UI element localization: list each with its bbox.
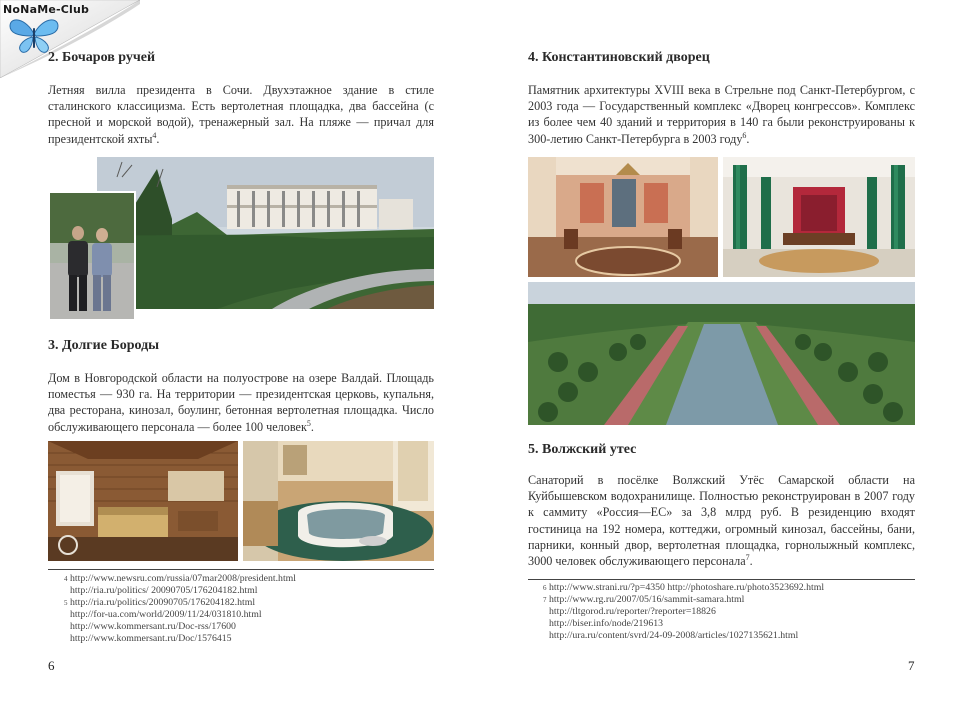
photo-palace-hall	[528, 157, 718, 277]
photo-dolgie-pool	[243, 441, 434, 561]
footnote-link[interactable]: http://tltgorod.ru/reporter/?reporter=18826	[549, 606, 716, 617]
footnote-item	[543, 630, 824, 642]
footnote-item	[64, 609, 296, 621]
photo-bocharov-villa	[97, 157, 434, 309]
page-number-left: 6	[48, 658, 55, 673]
section-tail: .	[749, 554, 753, 569]
footnote-number: 6	[543, 584, 547, 592]
section-body: Дом в Новгородской области на полуострове на озере Валдай. Площадь поместья — 930 га. На территории — президентская церковь, купальня, два ресторана, кинозал, боулинг, бетонная вертолетная площадка. Число обслуживающего персонала — более 100 человек	[48, 371, 434, 434]
section-text-dolgie-borody	[48, 370, 434, 435]
section-text-bocharov	[48, 82, 434, 147]
section-text-volzhsky-utes	[528, 472, 915, 569]
footnote-link[interactable]: http://ria.ru/politics/20090705/176204182.html	[70, 597, 256, 608]
photo-bocharov-men	[48, 191, 136, 321]
footnote-ref[interactable]: 4	[152, 130, 157, 140]
footnote-item	[543, 582, 824, 594]
footnote-link[interactable]: http://www.kommersant.ru/Doc-rss/17600	[70, 621, 236, 632]
section-body: Памятник архитектуры XVIII века в Стрельне под Санкт-Петербургом, с 2003 года — Государственный комплекс «Дворец конгрессов». Комплекс из более чем 40 зданий и территория в 140 га были реконструированы к 300-летию Санкт-Петербурга в 2003 году	[528, 83, 915, 146]
section-title-dolgie-borody: 3. Долгие Бороды	[48, 338, 160, 353]
footnote-link[interactable]: http://www.newsru.com/russia/07mar2008/president.html	[70, 573, 297, 584]
footnote-ref[interactable]: 7	[745, 552, 750, 562]
photo-palace-park	[528, 282, 915, 425]
photo-dolgie-bedroom	[48, 441, 238, 561]
footnote-divider	[528, 579, 915, 580]
footnote-link[interactable]: http://ura.ru/content/svrd/24-09-2008/articles/1027135621.html	[549, 630, 799, 641]
footnote-link[interactable]: http://biser.info/node/219613	[549, 618, 664, 629]
logo-text: NoNaMe-Club	[3, 3, 90, 16]
section-tail: .	[746, 131, 750, 146]
footnote-item	[64, 633, 296, 645]
footnote-list	[64, 573, 296, 645]
section-tail: .	[310, 419, 314, 434]
section-title-volzhsky-utes: 5. Волжский утес	[528, 442, 637, 457]
section-body: Летняя вилла президента в Сочи. Двухэтажное здание в стиле сталинского классицизма. Есть вертолетная площадка, два бассейна (с пресной и морской водой), тренажерный зал. На пляже — причал для президентской яхты	[48, 83, 434, 146]
section-body: Санаторий в посёлке Волжский Утёс Самарской области на Куйбышевском водохранилище. Полностью реконструирован в 2007 году к саммиту «Россия—ЕС» за 3,8 млрд руб. В резиденцию входят гостиница на 192 номера, коттеджи, огромный кинозал, бассейны, бани, парники, конный двор, вертолетная площадка, горнолыжный комплекс, 3000 человек обслуживающего персонала	[528, 473, 915, 569]
page-number-right: 7	[908, 658, 915, 673]
footnote-link[interactable]: http://www.strani.ru/?p=4350 http://photoshare.ru/photo3523692.html	[549, 582, 825, 593]
section-text-konstantinovsky	[528, 82, 915, 147]
footnote-item	[543, 618, 824, 630]
photo-palace-malachite	[723, 157, 915, 277]
footnote-ref[interactable]: 6	[742, 130, 747, 140]
footnote-link[interactable]: http://www.kommersant.ru/Doc/1576415	[70, 633, 232, 644]
footnote-link[interactable]: http://ria.ru/politics/ 20090705/176204182.html	[70, 585, 258, 596]
footnote-number: 7	[543, 596, 547, 604]
section-title-konstantinovsky: 4. Константиновский дворец	[528, 50, 710, 65]
footnote-item	[64, 621, 296, 633]
section-tail: .	[156, 131, 160, 146]
footnote-item	[543, 594, 824, 606]
footnote-link[interactable]: http://for-ua.com/world/2009/11/24/031810.html	[70, 609, 262, 620]
footnote-item	[64, 597, 296, 609]
footnote-item	[543, 606, 824, 618]
footnote-divider	[48, 569, 434, 570]
footnote-link[interactable]: http://www.rg.ru/2007/05/16/sammit-samara.html	[549, 594, 745, 605]
footnote-number: 5	[64, 599, 68, 607]
footnote-item	[64, 585, 296, 597]
footnote-ref[interactable]: 5	[306, 418, 311, 428]
footnote-item	[64, 573, 296, 585]
footnote-number: 4	[64, 575, 68, 583]
footnote-list	[543, 582, 824, 642]
right-page	[481, 0, 962, 706]
section-title-bocharov: 2. Бочаров ручей	[48, 50, 156, 65]
